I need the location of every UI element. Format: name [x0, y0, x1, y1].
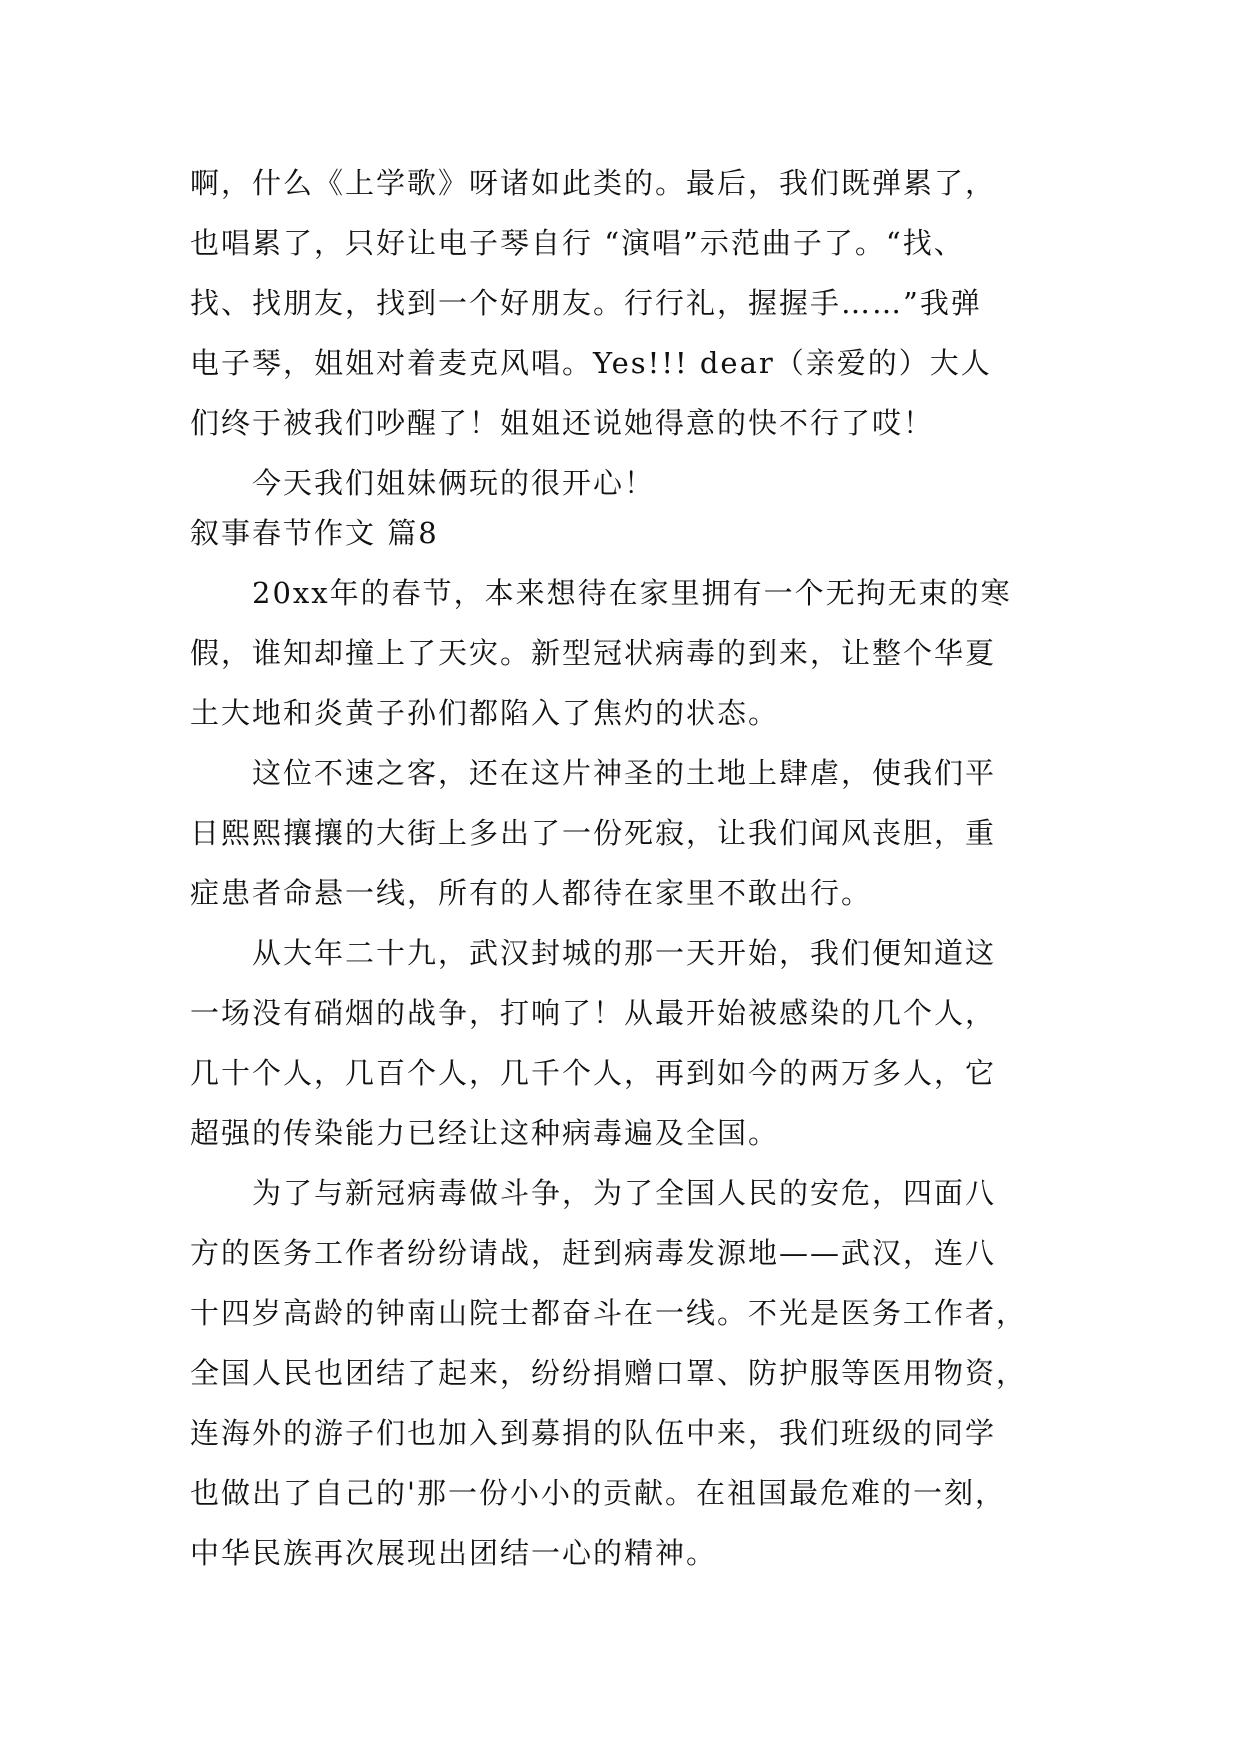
paragraph-line: 假，谁知却撞上了天灾。新型冠状病毒的到来，让整个华夏 [190, 636, 997, 670]
paragraph-line: 几十个人，几百个人，几千个人，再到如今的两万多人，它 [190, 1056, 997, 1090]
paragraph-line: 土大地和炎黄子孙们都陷入了焦灼的状态。 [190, 696, 780, 730]
paragraph-line: 中华民族再次展现出团结一心的精神。 [190, 1536, 718, 1570]
paragraph-line: 也做出了自己的'那一份小小的贡献。在祖国最危难的一刻， [190, 1476, 1006, 1510]
paragraph-line: 连海外的游子们也加入到募捐的队伍中来，我们班级的同学 [190, 1416, 997, 1450]
paragraph-line: 今天我们姐妹俩玩的很开心！ [252, 466, 656, 500]
paragraph-line: 20xx年的春节，本来想待在家里拥有一个无拘无束的寒 [252, 576, 1012, 610]
paragraph-line: 电子琴，姐姐对着麦克风唱。Yes!!! dear（亲爱的）大人 [190, 346, 992, 380]
paragraph-line: 啊，什么《上学歌》呀诸如此类的。最后，我们既弹累了， [190, 166, 997, 200]
paragraph-line: 也唱累了，只好让电子琴自行 “演唱”示范曲子了。“找、 [190, 226, 965, 260]
paragraph-line: 日熙熙攘攘的大街上多出了一份死寂，让我们闻风丧胆，重 [190, 816, 997, 850]
paragraph-line: 从大年二十九，武汉封城的那一天开始，我们便知道这 [252, 936, 997, 970]
paragraph-line: 方的医务工作者纷纷请战，赶到病毒发源地——武汉，连八 [190, 1236, 997, 1270]
paragraph-line: 这位不速之客，还在这片神圣的土地上肆虐，使我们平 [252, 756, 997, 790]
paragraph-line: 为了与新冠病毒做斗争，为了全国人民的安危，四面八 [252, 1176, 997, 1210]
section-heading: 叙事春节作文 篇8 [190, 516, 439, 550]
paragraph-line: 一场没有硝烟的战争，打响了！从最开始被感染的几个人， [190, 996, 997, 1030]
paragraph-line: 十四岁高龄的钟南山院士都奋斗在一线。不光是医务工作者， [190, 1296, 1028, 1330]
paragraph-line: 全国人民也团结了起来，纷纷捐赠口罩、防护服等医用物资， [190, 1356, 1028, 1390]
paragraph-line: 找、找朋友，找到一个好朋友。行行礼，握握手……”我弹 [190, 286, 982, 320]
paragraph-line: 症患者命悬一线，所有的人都待在家里不敢出行。 [190, 876, 873, 910]
paragraph-line: 超强的传染能力已经让这种病毒遍及全国。 [190, 1116, 780, 1150]
paragraph-line: 们终于被我们吵醒了！姐姐还说她得意的快不行了哎！ [190, 406, 935, 440]
